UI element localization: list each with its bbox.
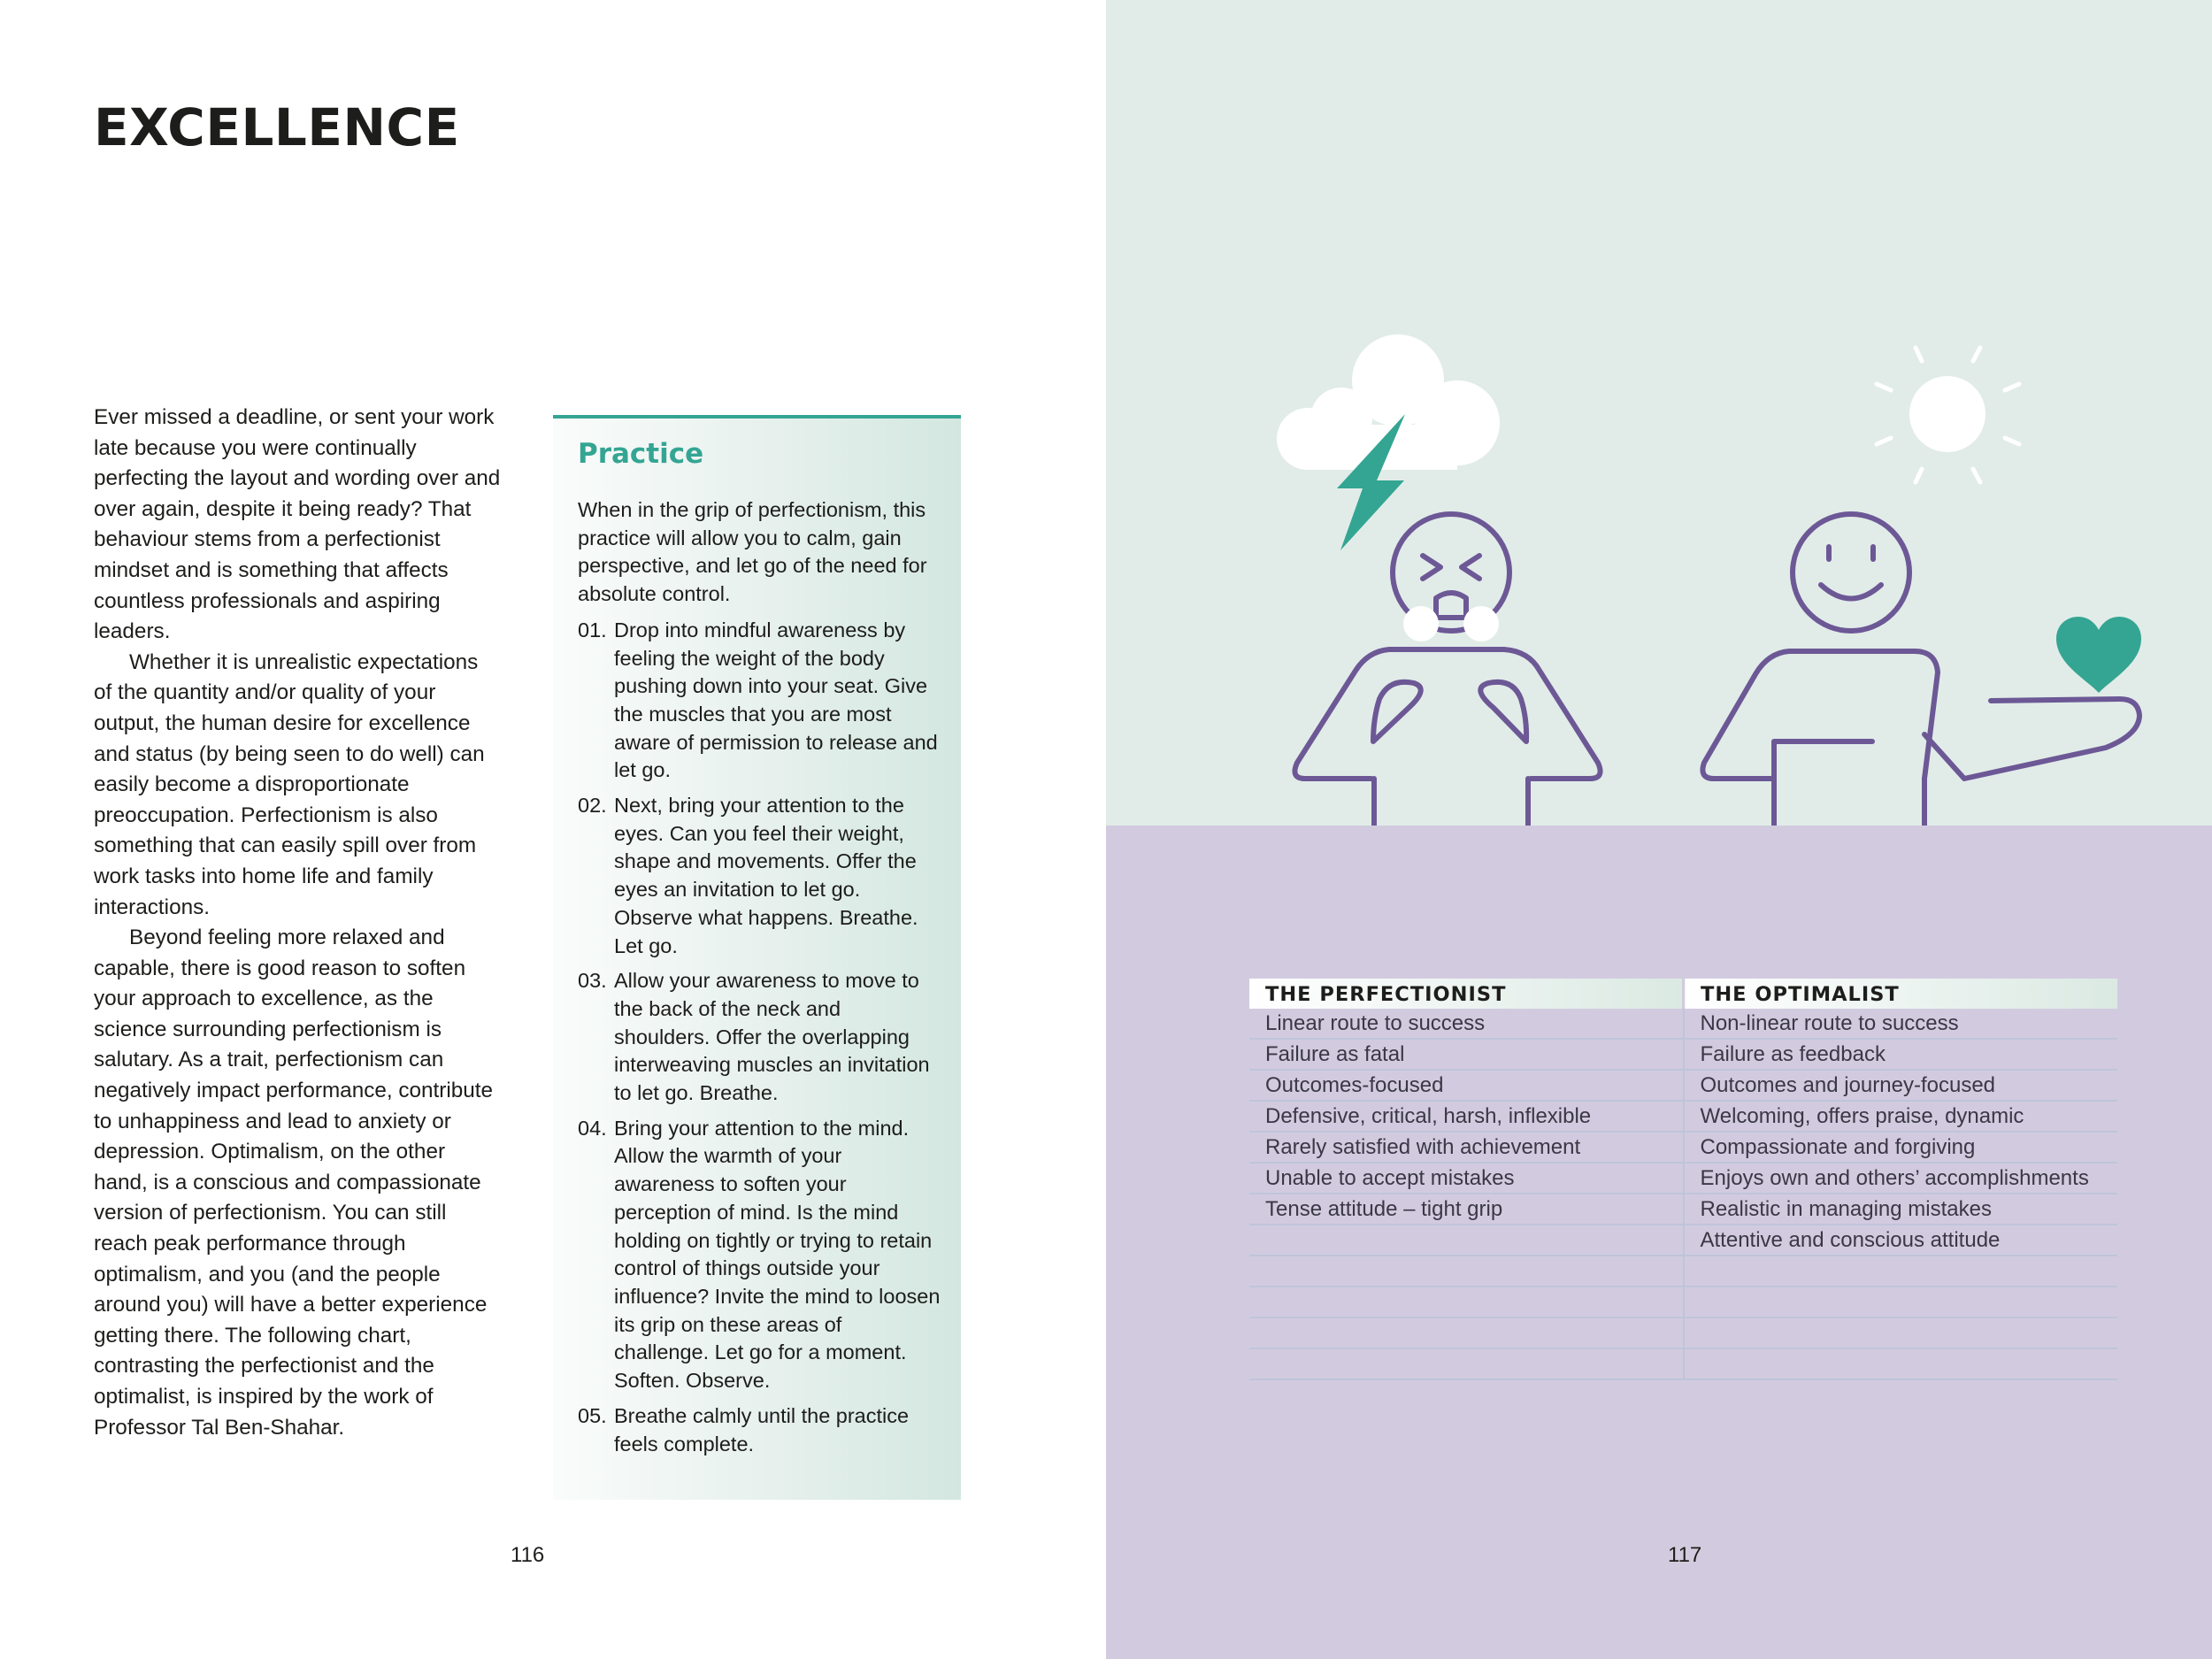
practice-step xyxy=(578,1115,941,1395)
table-cell: Defensive, critical, harsh, inflexible xyxy=(1249,1101,1684,1132)
body-paragraph: Whether it is unrealistic expectations of the quantity and/or quality of your output, the human desire for excellence and status (by being seen to do well) can easily become a disproportionate preoccupation. Perfectionism is also something that can easily spill over from work tasks into home life and family interactions. xyxy=(94,649,485,919)
table-row xyxy=(1249,1163,2117,1194)
step-number: 02. xyxy=(578,794,607,818)
table-row xyxy=(1249,1194,2117,1225)
table-cell: Tense attitude – tight grip xyxy=(1249,1194,1684,1225)
body-paragraph: Ever missed a deadline, or sent your work late because you were continually perfecting the layout and wording over and over again, despite it being ready? That behaviour stems from a perfectionist mindset and is something that affects countless professionals and aspiring leaders. xyxy=(94,405,501,644)
table-cell xyxy=(1684,1286,2118,1317)
table-cell: Non-linear route to success xyxy=(1684,1009,2118,1039)
table-cell xyxy=(1684,1348,2118,1379)
table-cell: Attentive and conscious attitude xyxy=(1684,1225,2118,1256)
table-cell: Outcomes and journey-focused xyxy=(1684,1070,2118,1101)
comparison-table xyxy=(1249,979,2117,1380)
table-header-row xyxy=(1249,979,2117,1009)
practice-intro: When in the grip of perfectionism, this practice will allow you to calm, gain perspective, and let go of the need for absolute control. xyxy=(578,498,927,606)
heart-icon xyxy=(2056,617,2141,693)
practice-title: Practice xyxy=(578,438,704,470)
practice-step xyxy=(578,792,941,960)
table-cell: Failure as feedback xyxy=(1684,1039,2118,1070)
practice-box xyxy=(553,415,961,1500)
happy-figure-body xyxy=(1702,651,2139,826)
step-number: 05. xyxy=(578,1403,607,1427)
page-title: EXCELLENCE xyxy=(94,97,460,157)
table-row xyxy=(1249,1132,2117,1163)
table-cell: Realistic in managing mistakes xyxy=(1684,1194,2118,1225)
tears-icon xyxy=(1403,606,1499,641)
table-cell: Failure as fatal xyxy=(1249,1039,1684,1070)
table-row xyxy=(1249,1009,2117,1039)
table-row xyxy=(1249,1101,2117,1132)
practice-step xyxy=(578,1402,941,1458)
table-cell xyxy=(1249,1348,1684,1379)
table-cell xyxy=(1249,1286,1684,1317)
column-header-optimalist: THE OPTIMALIST xyxy=(1684,979,2118,1009)
page-number-left: 116 xyxy=(511,1543,545,1567)
sun-icon xyxy=(1877,348,2019,482)
right-page xyxy=(1106,0,2212,1659)
smiling-face-icon xyxy=(1793,514,1909,631)
table-cell xyxy=(1249,1225,1684,1256)
step-number: 01. xyxy=(578,618,607,641)
step-text: Bring your attention to the mind. Allow the warmth of your awareness to soften your perception of mind. Is the mind holding on tightly or trying to retain control of things outside your influence? Invite the mind to loosen its grip on these areas of challenge. Let go for a moment. Soften. Observe. xyxy=(614,1116,941,1393)
step-text: Allow your awareness to move to the back of the neck and shoulders. Offer the overlapping interweaving muscles an invitation to let go. Breathe. xyxy=(614,969,930,1105)
step-text: Breathe calmly until the practice feels complete. xyxy=(614,1403,910,1455)
step-number: 03. xyxy=(578,969,607,993)
table-row xyxy=(1249,1070,2117,1101)
body-paragraph: Beyond feeling more relaxed and capable, there is good reason to soften your approach to excellence, as the science surrounding perfectionism is salutary. As a trait, perfectionism can negatively impact performance, contribute to unhappiness and lead to anxiety or depression. Optimalism, on the other hand, is a conscious and compassionate version of perfectionism. You can still reach peak performance through optimalism, and you (and the people around you) will have a better experience getting there. The following chart, contrasting the perfectionist and the optimalist, is inspired by the work of Professor Tal Ben-Shahar. xyxy=(94,926,494,1440)
table-row xyxy=(1249,1317,2117,1348)
table-cell xyxy=(1249,1317,1684,1348)
step-text: Drop into mindful awareness by feeling the weight of the body pushing down into your seat. Give the muscles that you are most aware of permission to release and let go. xyxy=(614,618,938,782)
step-text: Next, bring your attention to the eyes. Can you feel their weight, shape and movements. Offer the eyes an invitation to let go. Observe what happens. Breathe. Let go. xyxy=(614,794,918,957)
stressed-figure-body xyxy=(1294,649,1600,826)
body-text xyxy=(94,403,501,1443)
table-row xyxy=(1249,1039,2117,1070)
table-cell: Compassionate and forgiving xyxy=(1684,1132,2118,1163)
table-cell xyxy=(1684,1317,2118,1348)
table-cell: Linear route to success xyxy=(1249,1009,1684,1039)
table-row xyxy=(1249,1286,2117,1317)
table-cell: Rarely satisfied with achievement xyxy=(1249,1132,1684,1163)
table-cell: Welcoming, offers praise, dynamic xyxy=(1684,1101,2118,1132)
table-row xyxy=(1249,1348,2117,1379)
table-cell: Outcomes-focused xyxy=(1249,1070,1684,1101)
table-cell: Unable to accept mistakes xyxy=(1249,1163,1684,1194)
illustration xyxy=(1106,0,2212,826)
step-number: 04. xyxy=(578,1116,607,1140)
practice-step xyxy=(578,967,941,1108)
table-cell: Enjoys own and others’ accomplishments xyxy=(1684,1163,2118,1194)
column-header-perfectionist: THE PERFECTIONIST xyxy=(1249,979,1684,1009)
table-row xyxy=(1249,1256,2117,1286)
practice-step xyxy=(578,617,941,785)
table-cell xyxy=(1249,1256,1684,1286)
table-row xyxy=(1249,1225,2117,1256)
page-number-right: 117 xyxy=(1668,1543,1702,1567)
practice-steps xyxy=(578,617,941,1458)
table-cell xyxy=(1684,1256,2118,1286)
